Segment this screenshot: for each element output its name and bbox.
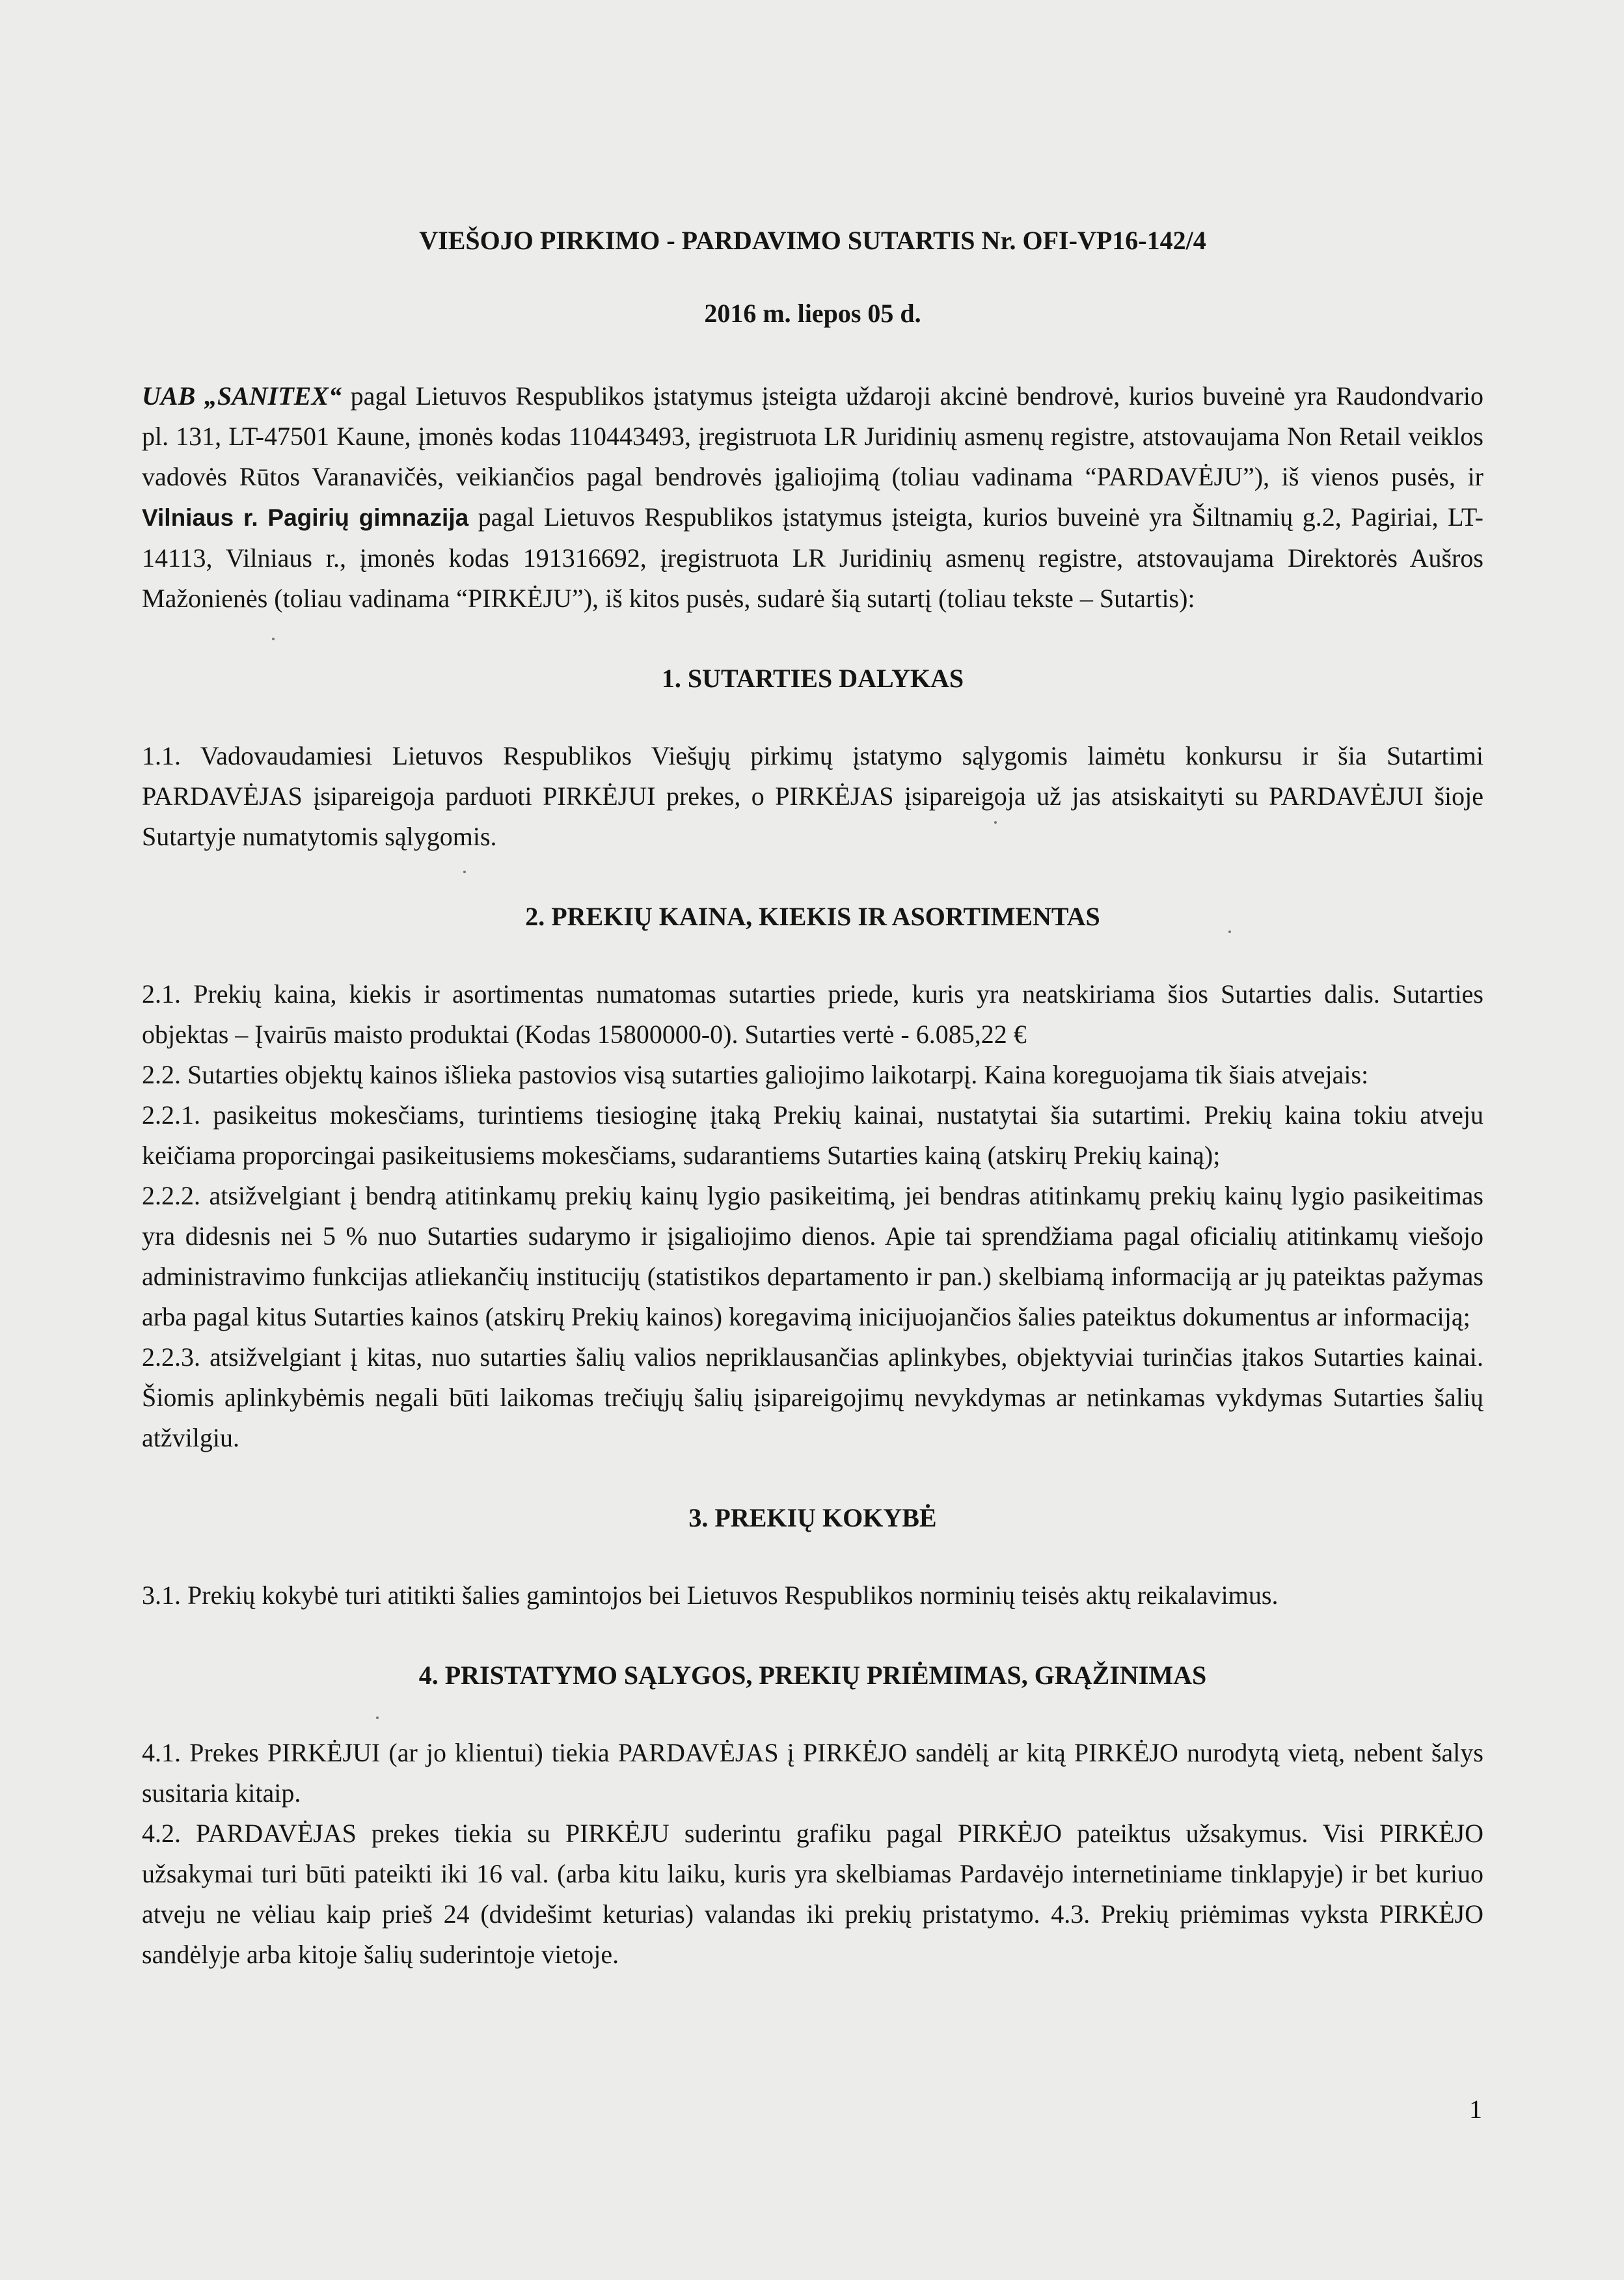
clause-2-2-3: 2.2.3. atsižvelgiant į kitas, nuo sutarties šalių valios nepriklausančias aplinkybes, objektyviai turinčias įtakos Sutarties kainai. Šiomis aplinkybėmis negali būti laikomas trečiųjų šalių įsipareigojimų nevykdymas ar netinkamas vykdymas Sutarties šalių atžvilgiu. xyxy=(142,1342,1483,1452)
buyer-name: Vilniaus r. Pagirių gimnazija xyxy=(142,504,469,531)
clause-2-2-2: 2.2.2. atsižvelgiant į bendrą atitinkamų prekių kainų lygio pasikeitimą, jei bendras atitinkamų prekių kainų lygio pasikeitimas yra didesnis nei 5 % nuo Sutarties sudarymo ir įsigaliojimo dienos. Apie tai sprendžiama pagal oficialių atitinkamų viešojo administravimo funkcijas atliekančių institucijų (statistikos departamento ir pan.) skelbiamą informaciją ar jų pateiktas pažymas arba pagal kitus Sutarties kainos (atskirų Prekių kainos) koregavimą inicijuojančios šalies pateiktus dokumentus ar informaciją; xyxy=(142,1181,1483,1331)
scan-speck xyxy=(376,1717,379,1719)
section-heading-4: 4. PRISTATYMO SĄLYGOS, PREKIŲ PRIĖMIMAS, GRĄŽINIMAS xyxy=(418,1661,1207,1690)
clause-3-1: 3.1. Prekių kokybė turi atitikti šalies gamintojos bei Lietuvos Respublikos norminių teisės aktų reikalavimus. xyxy=(142,1581,1279,1610)
seller-name: UAB „SANITEX“ xyxy=(142,381,342,411)
clause-2-1: 2.1. Prekių kaina, kiekis ir asortimentas numatomas sutarties priede, kuris yra neatskiriama šios Sutarties dalis. Sutarties objektas – Įvairūs maisto produktai (Kodas 15800000-0). Sutarties vertė - 6.085,22 € xyxy=(142,979,1483,1049)
section-heading-1: 1. SUTARTIES DALYKAS xyxy=(661,664,964,693)
scan-speck xyxy=(272,638,275,640)
scan-speck xyxy=(994,821,997,824)
section-heading-3: 3. PREKIŲ KOKYBĖ xyxy=(688,1503,937,1532)
intro-text-part1: pagal Lietuvos Respublikos įstatymus įsteigta uždaroji akcinė bendrovė, kurios buveinė yra Raudondvario pl. 131, LT-47501 Kaune, įmonės kodas 110443493, įregistruota LR Juridinių asmenų registre, atstovaujama Non Retail veiklos vadovės Rūtos Varanavičės, veikiančios pagal bendrovės įgaliojimą (toliau vadinama “PARDAVĖJU”), iš vienos pusės, ir xyxy=(142,381,1483,491)
clause-4-1: 4.1. Prekes PIRKĖJUI (ar jo klientui) tiekia PARDAVĖJAS į PIRKĖJO sandėlį ar kitą PIRKĖJO nurodytą vietą, nebent šalys susitaria kitaip. xyxy=(142,1738,1483,1808)
section-heading-2: 2. PREKIŲ KAINA, KIEKIS IR ASORTIMENTAS xyxy=(525,902,1100,931)
clause-2-2: 2.2. Sutarties objektų kainos išlieka pastovios visą sutarties galiojimo laikotarpį. Kaina koreguojama tik šiais atvejais: xyxy=(142,1060,1369,1089)
page-number: 1 xyxy=(1469,2095,1482,2124)
document-date: 2016 m. liepos 05 d. xyxy=(704,299,921,328)
intro-paragraph xyxy=(142,376,1483,619)
document-title: VIEŠOJO PIRKIMO - PARDAVIMO SUTARTIS Nr. OFI-VP16-142/4 xyxy=(419,226,1206,255)
intro-text-part2: pagal Lietuvos Respublikos įstatymus įsteigta, kurios buveinė yra Šiltnamių g.2, Pagiriai, LT-14113, Vilniaus r., įmonės kodas 191316692, įregistruota LR Juridinių asmenų registre, atstovaujama Direktorės Aušros Mažonienės (toliau vadinama “PIRKĖJU”), iš kitos pusės, sudarė šią sutartį (toliau tekste – Sutartis): xyxy=(142,502,1483,613)
scan-speck xyxy=(1228,930,1231,933)
document-body xyxy=(142,221,1483,1975)
clause-1-1: 1.1. Vadovaudamiesi Lietuvos Respublikos Viešųjų pirkimų įstatymo sąlygomis laimėtu konkursu ir šia Sutartimi PARDAVĖJAS įsipareigoja parduoti PIRKĖJUI prekes, o PIRKĖJAS įsipareigoja už jas atsiskaityti su PARDAVĖJUI šioje Sutartyje numatytomis sąlygomis. xyxy=(142,741,1483,851)
clause-4-2: 4.2. PARDAVĖJAS prekes tiekia su PIRKĖJU suderintu grafiku pagal PIRKĖJO pateiktus užsakymus. Visi PIRKĖJO užsakymai turi būti pateikti iki 16 val. (arba kitu laiku, kuris yra skelbiamas Pardavėjo internetiniame tinklapyje) ir bet kuriuo atveju ne vėliau kaip prieš 24 (dvidešimt keturias) valandas iki prekių pristatymo. 4.3. Prekių priėmimas vyksta PIRKĖJO sandėlyje arba kitoje šalių suderintoje vietoje. xyxy=(142,1819,1483,1969)
scan-speck xyxy=(463,871,466,873)
clause-2-2-1: 2.2.1. pasikeitus mokesčiams, turintiems tiesioginę įtaką Prekių kainai, nustatytai šia sutartimi. Prekių kaina tokiu atveju keičiama proporcingai pasikeitusiems mokesčiams, sudarantiems Sutarties kainą (atskirų Prekių kainą); xyxy=(142,1100,1483,1170)
